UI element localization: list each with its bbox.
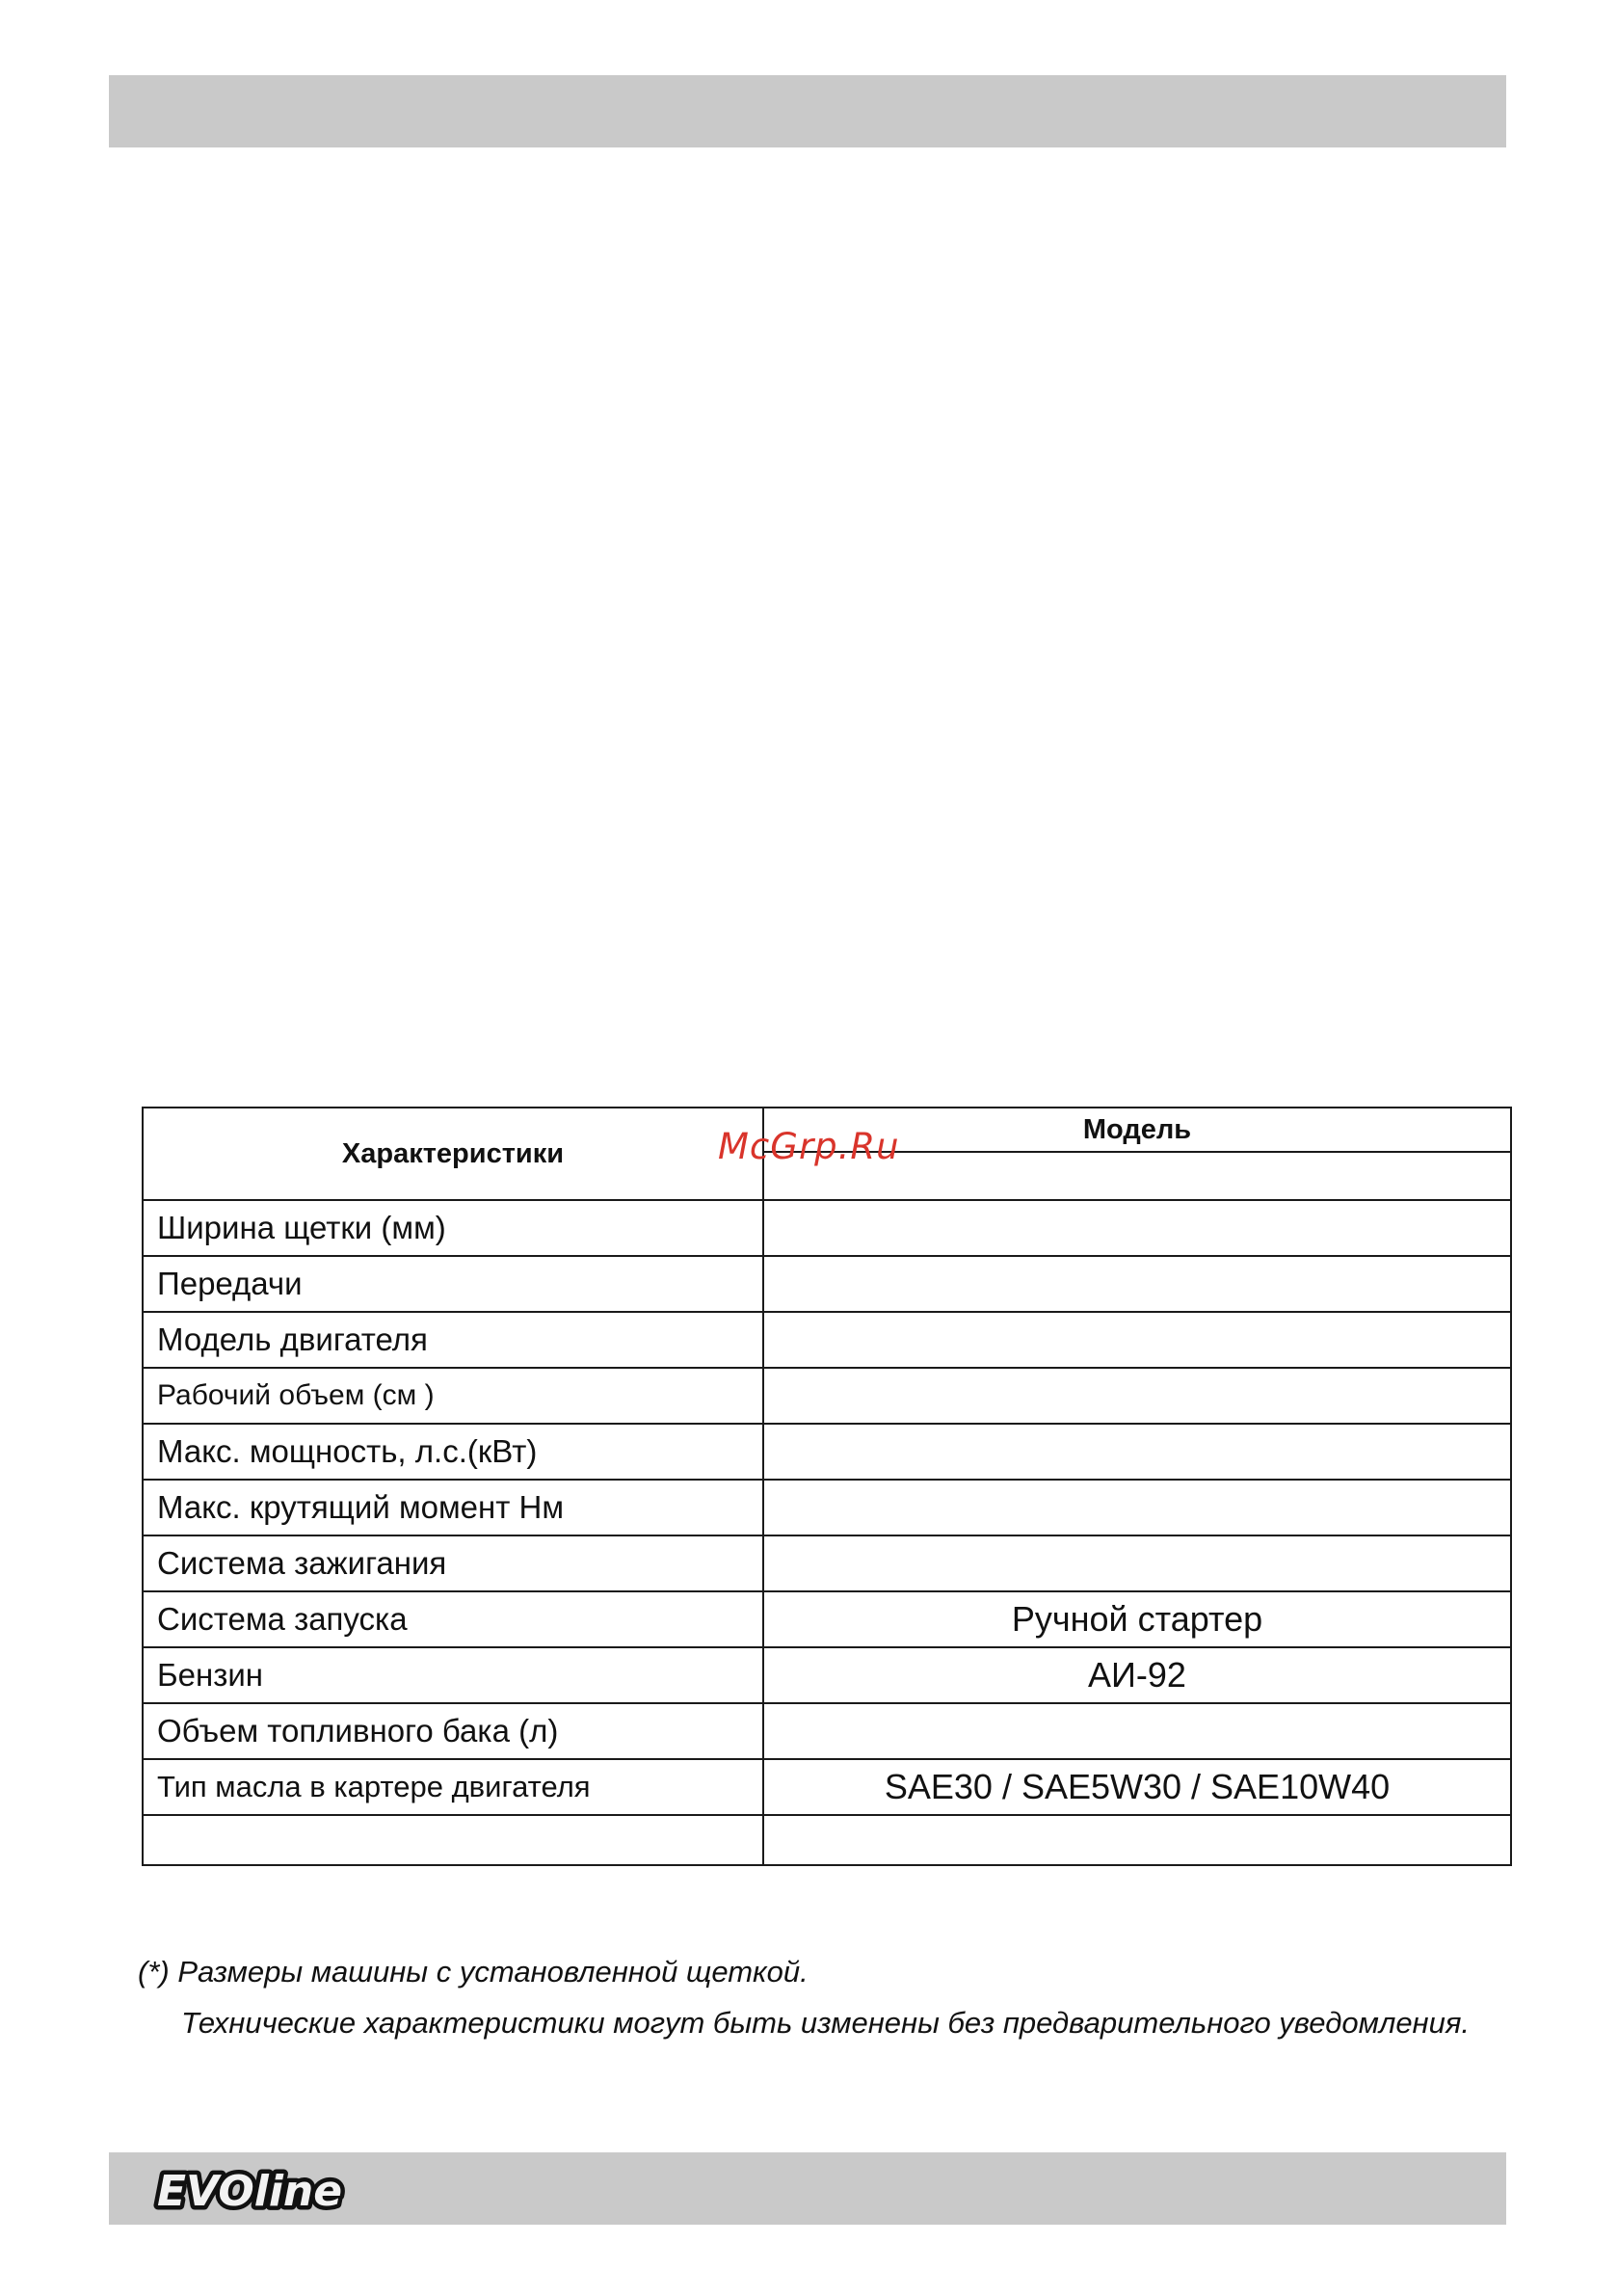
row-label: Передачи <box>143 1256 763 1312</box>
table-row <box>143 1535 1511 1591</box>
row-value <box>763 1703 1511 1759</box>
row-label: Модель двигателя <box>143 1312 763 1368</box>
row-value: Ручной стартер <box>763 1591 1511 1647</box>
row-value <box>763 1480 1511 1535</box>
row-label: Макс. мощность, л.с.(кВт) <box>143 1424 763 1480</box>
row-value <box>763 1535 1511 1591</box>
spec-table <box>142 1107 1512 1866</box>
row-value <box>763 1312 1511 1368</box>
row-label: Система зажигания <box>143 1535 763 1591</box>
table-row <box>143 1480 1511 1535</box>
table-row <box>143 1312 1511 1368</box>
table-row <box>143 1424 1511 1480</box>
watermark: McGrp.Ru <box>718 1126 900 1167</box>
table-row-empty <box>143 1815 1511 1865</box>
footnotes <box>138 1955 1470 2041</box>
row-label: Система запуска <box>143 1591 763 1647</box>
row-value <box>763 1368 1511 1424</box>
row-value <box>763 1256 1511 1312</box>
row-label: Объем топливного бака (л) <box>143 1703 763 1759</box>
row-value: SAE30 / SAE5W30 / SAE10W40 <box>763 1759 1511 1815</box>
logo-text: EVOline <box>157 2167 343 2215</box>
evoline-logo <box>151 2165 411 2215</box>
row-label: Рабочий объем (см ) <box>143 1368 763 1424</box>
table-row <box>143 1703 1511 1759</box>
row-value <box>763 1200 1511 1256</box>
row-label-empty <box>143 1815 763 1865</box>
table-row <box>143 1200 1511 1256</box>
row-value-empty <box>763 1815 1511 1865</box>
footnote-dimensions: (*) Размеры машины с установленной щеткой. <box>138 1955 809 1989</box>
header-characteristics: Характеристики <box>143 1108 763 1200</box>
header-bar <box>109 75 1506 147</box>
table-row <box>143 1368 1511 1424</box>
row-value: АИ-92 <box>763 1647 1511 1703</box>
row-label: Ширина щетки (мм) <box>143 1200 763 1256</box>
header-model: Модель <box>763 1108 1511 1152</box>
table-row <box>143 1591 1511 1647</box>
table-row <box>143 1759 1511 1815</box>
row-label: Макс. крутящий момент Нм <box>143 1480 763 1535</box>
table-row <box>143 1256 1511 1312</box>
row-value <box>763 1424 1511 1480</box>
row-label: Тип масла в картере двигателя <box>143 1759 763 1815</box>
row-label: Бензин <box>143 1647 763 1703</box>
footer-bar <box>109 2152 1506 2225</box>
table-row <box>143 1647 1511 1703</box>
footnote-disclaimer: Технические характеристики могут быть изменены без предварительного уведомления. <box>181 2006 1471 2040</box>
